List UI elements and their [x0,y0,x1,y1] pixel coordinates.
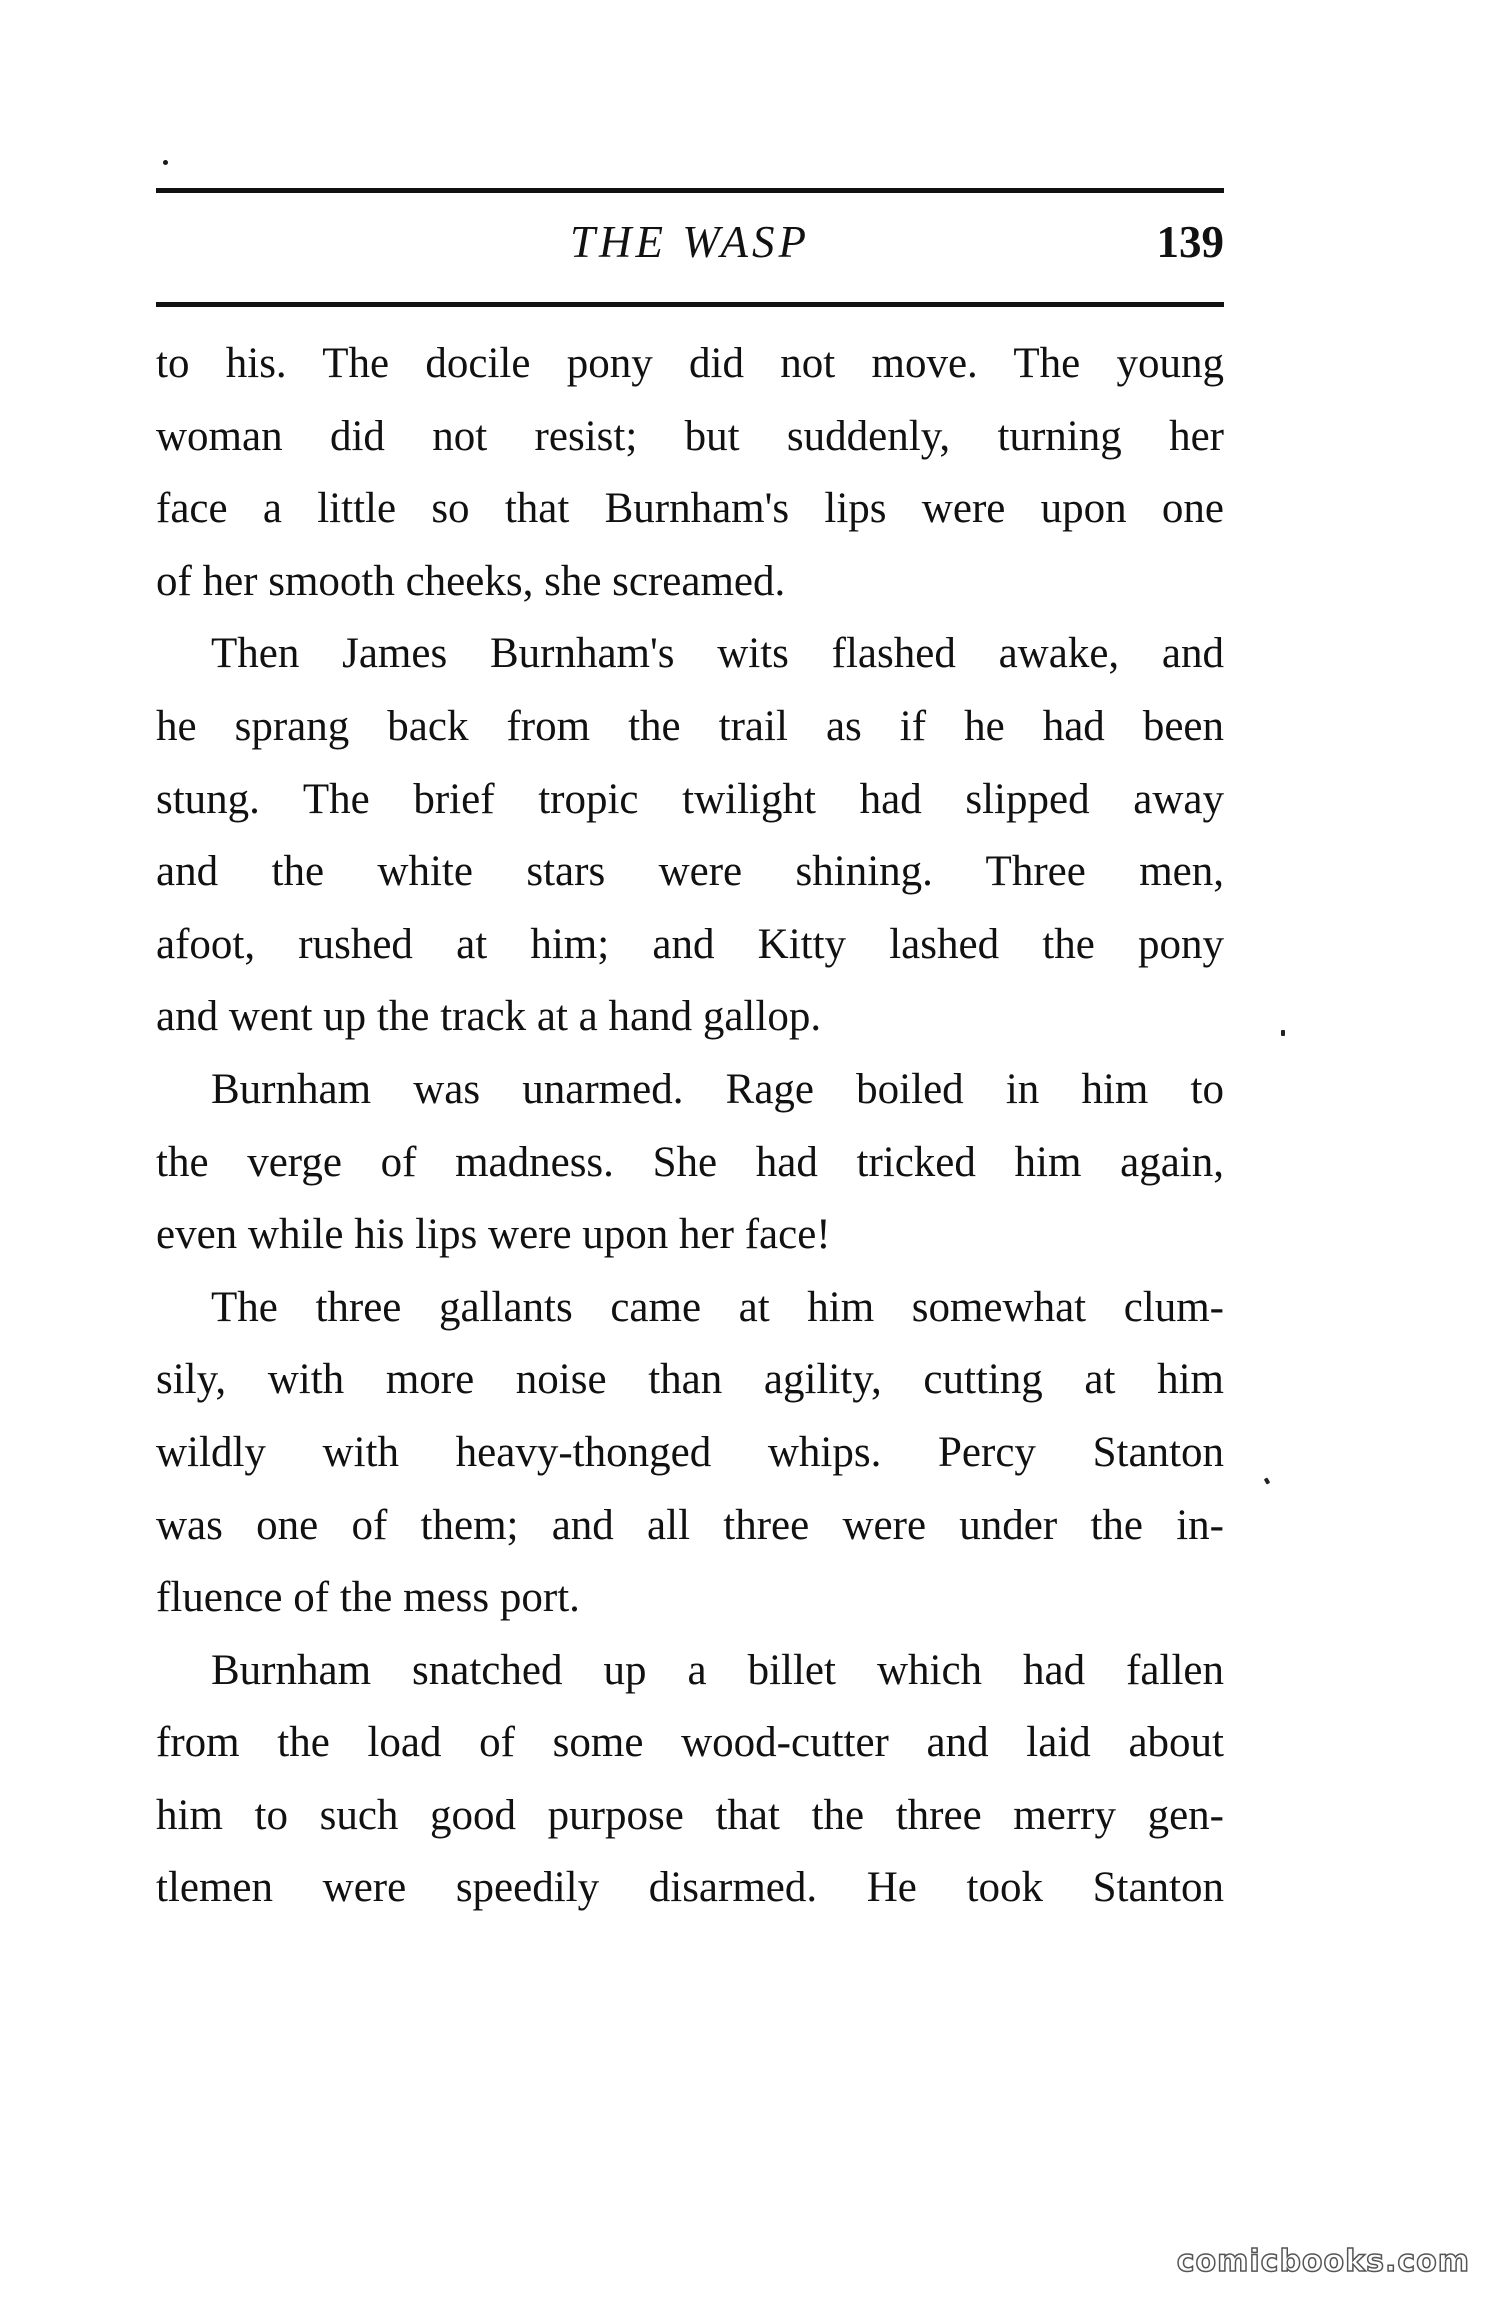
text-line: The three gallants came at him somewhat clum- [211,1283,1224,1331]
text-line: even while his lips were upon her face! [156,1211,831,1259]
text-line: wildly with heavy-thonged whips. Percy Stanton [156,1428,1224,1476]
paragraph [156,618,1224,1054]
header-rule-top [156,188,1224,193]
text-line: Burnham snatched up a billet which had fallen [211,1646,1224,1694]
paragraph [156,1272,1224,1635]
text-line: him to such good purpose that the three merry gen- [156,1791,1224,1839]
body-text [156,328,1224,1925]
header-rule-bottom [156,302,1224,307]
text-line: face a little so that Burnham's lips were upon one [156,485,1224,533]
text-line: and went up the track at a hand gallop. [156,993,822,1041]
text-line: the verge of madness. She had tricked him again, [156,1138,1224,1186]
text-line: stung. The brief tropic twilight had slipped away [156,775,1224,823]
stray-ink-dot [163,160,168,165]
running-title: THE WASP [569,217,811,267]
text-line: to his. The docile pony did not move. The young [156,340,1224,387]
text-line: Burnham was unarmed. Rage boiled in him to [211,1065,1224,1113]
text-line: Then James Burnham's wits flashed awake, and [211,630,1224,678]
page-number: 139 [1156,217,1224,267]
text-line: woman did not resist; but suddenly, turning her [156,412,1224,460]
text-line: from the load of some wood-cutter and laid about [156,1719,1224,1767]
text-line: and the white stars were shining. Three men, [156,848,1224,896]
paragraph [156,328,1224,618]
ink-speck [1281,1030,1285,1036]
paragraph [156,1054,1224,1272]
text-line: he sprang back from the trail as if he had been [156,702,1224,750]
text-line: tlemen were speedily disarmed. He took Stanton [156,1864,1224,1912]
text-line: of her smooth cheeks, she screamed. [156,557,786,605]
text-line: was one of them; and all three were under the in- [156,1501,1224,1549]
text-line: sily, with more noise than agility, cutting at him [156,1356,1224,1404]
text-line: fluence of the mess port. [156,1574,580,1622]
ink-speck [1264,1477,1270,1484]
text-line: afoot, rushed at him; and Kitty lashed the pony [156,920,1224,968]
paragraph [156,1635,1224,1925]
watermark: comicbooks.com [1176,2244,1470,2279]
